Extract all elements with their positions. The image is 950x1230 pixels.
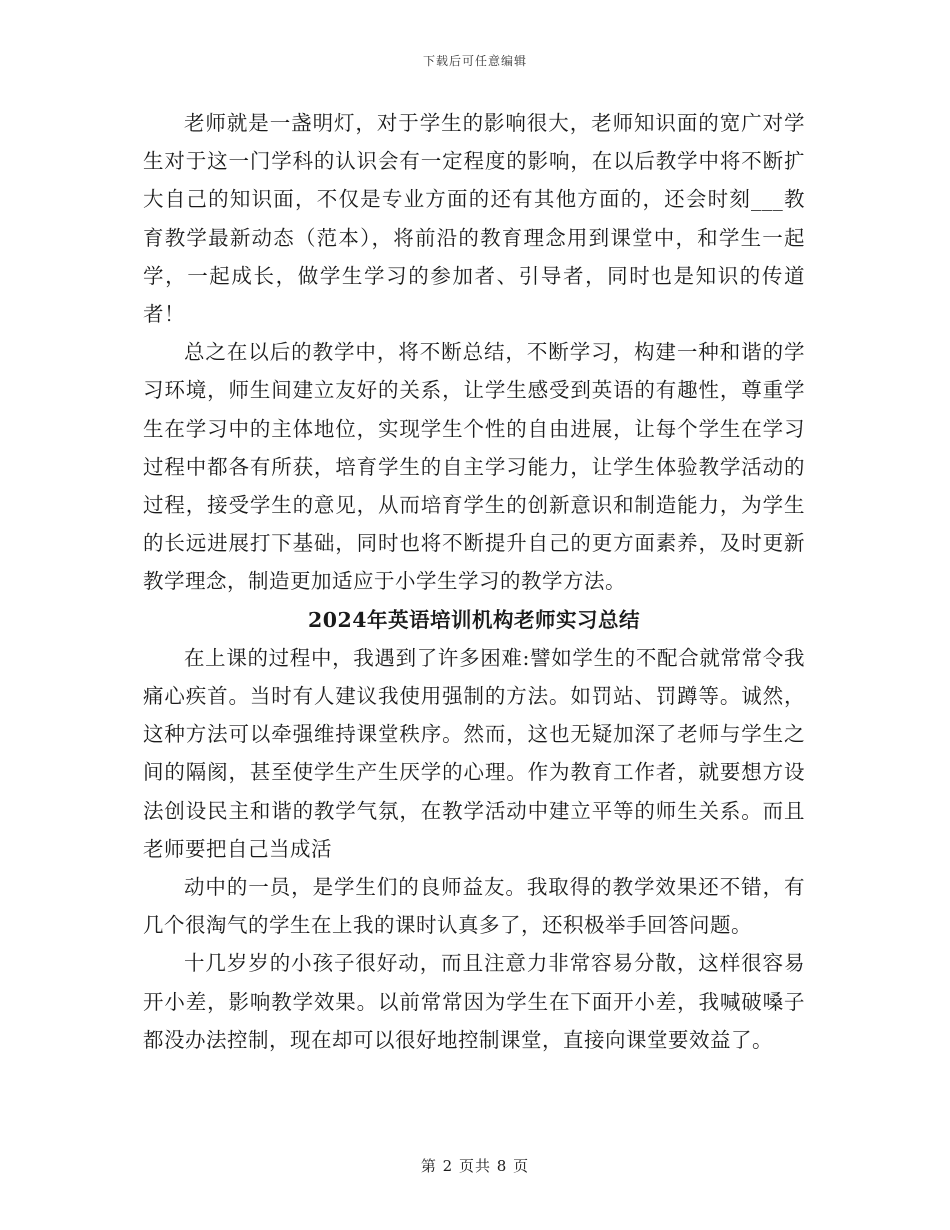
paragraph-1: 老师就是一盏明灯，对于学生的影响很大，老师知识面的宽广对学生对于这一门学科的认识会有一定程度的影响，在以后教学中将不断扩大自己的知识面，不仅是专业方面的还有其他方面的，还会时刻___教育教学最新动态（范本），将前沿的教育理念用到课堂中，和学生一起学，一起成长，做学生学习的参加者、引导者，同时也是知识的传道者！ xyxy=(143,111,805,327)
page-header: 下载后可任意编辑 xyxy=(422,54,527,68)
paragraph-2: 总之在以后的教学中，将不断总结，不断学习，构建一种和谐的学习环境，师生间建立友好的关系，让学生感受到英语的有趣性，尊重学生在学习中的主体地位，实现学生个性的自由进展，让每个学生在学习过程中都各有所获，培育学生的自主学习能力，让学生体验教学活动的过程，接受学生的意见，从而培育学生的创新意识和制造能力，为学生的长远进展打下基础，同时也将不断提升自己的更方面素养，及时更新教学理念，制造更加适应于小学生学习的教学方法。 xyxy=(143,340,805,594)
paragraph-3: 在上课的过程中，我遇到了许多困难:譬如学生的不配合就常常令我痛心疾首。当时有人建议我使用强制的方法。如罚站、罚蹲等。诚然，这种方法可以牵强维持课堂秩序。然而，这也无疑加深了老师与学生之间的隔阂，甚至使学生产生厌学的心理。作为教育工作者，就要想方设法创设民主和谐的教学气氛，在教学活动中建立平等的师生关系。而且老师要把自己当成活 xyxy=(143,645,805,861)
document-body xyxy=(143,104,805,1059)
paragraph-4: 动中的一员，是学生们的良师益友。我取得的教学效果还不错，有几个很淘气的学生在上我的课时认真多了，还积极举手回答问题。 xyxy=(143,875,805,938)
paragraph-5: 十几岁岁的小孩子很好动，而且注意力非常容易分散，这样很容易开小差，影响教学效果。以前常常因为学生在下面开小差，我喊破嗓子都没办法控制，现在却可以很好地控制课堂，直接向课堂要效益了。 xyxy=(143,951,805,1052)
page-footer: 第 2 页共 8 页 xyxy=(420,1157,530,1175)
section-title: 2024年英语培训机构老师实习总结 xyxy=(307,607,641,632)
